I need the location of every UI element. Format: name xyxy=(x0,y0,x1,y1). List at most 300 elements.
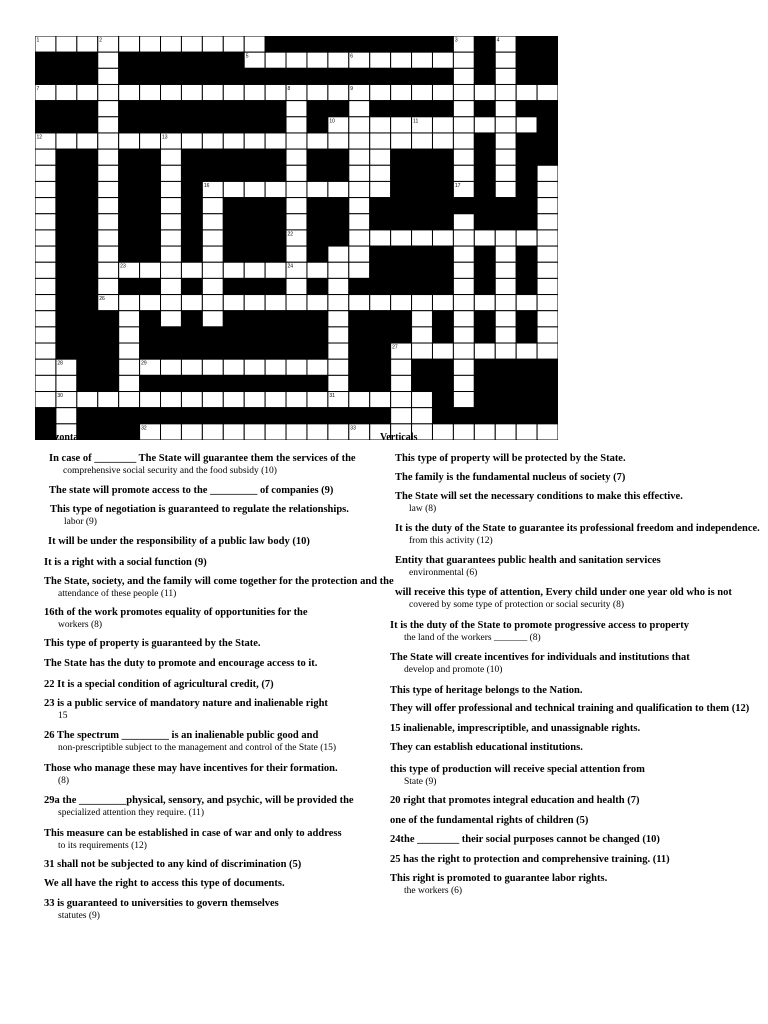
grid-cell[interactable] xyxy=(35,149,56,165)
grid-cell[interactable] xyxy=(495,278,516,294)
grid-cell[interactable] xyxy=(328,52,349,68)
grid-cell[interactable] xyxy=(328,343,349,359)
grid-cell[interactable] xyxy=(349,181,370,197)
grid-cell[interactable] xyxy=(161,36,182,52)
grid-cell[interactable] xyxy=(98,262,119,278)
grid-cell[interactable] xyxy=(453,359,474,375)
grid-cell[interactable] xyxy=(495,327,516,343)
grid-cell[interactable] xyxy=(328,133,349,149)
grid-cell[interactable] xyxy=(286,295,307,311)
grid-cell[interactable] xyxy=(286,117,307,133)
grid-cell[interactable] xyxy=(35,278,56,294)
grid-cell[interactable] xyxy=(495,424,516,440)
grid-cell[interactable] xyxy=(432,424,453,440)
grid-cell[interactable] xyxy=(453,84,474,100)
grid-cell[interactable] xyxy=(516,84,537,100)
grid-cell[interactable] xyxy=(453,101,474,117)
grid-block xyxy=(98,343,119,359)
grid-cell[interactable] xyxy=(432,117,453,133)
grid-block xyxy=(516,311,537,327)
clue-item xyxy=(50,504,349,528)
grid-cell[interactable] xyxy=(537,262,558,278)
grid-cell[interactable] xyxy=(432,52,453,68)
clue-continuation: to its requirements (12) xyxy=(58,841,147,851)
grid-block xyxy=(412,101,433,117)
grid-cell[interactable] xyxy=(474,230,495,246)
grid-block xyxy=(391,327,412,343)
grid-cell[interactable] xyxy=(349,117,370,133)
grid-cell[interactable] xyxy=(453,392,474,408)
grid-cell[interactable] xyxy=(98,117,119,133)
grid-cell[interactable] xyxy=(349,214,370,230)
grid-cell[interactable] xyxy=(495,343,516,359)
grid-cell[interactable] xyxy=(286,101,307,117)
grid-cell[interactable] xyxy=(77,84,98,100)
grid-cell[interactable] xyxy=(35,165,56,181)
grid-cell[interactable] xyxy=(265,424,286,440)
grid-cell[interactable] xyxy=(98,198,119,214)
grid-cell[interactable] xyxy=(391,359,412,375)
grid-cell[interactable] xyxy=(181,392,202,408)
grid-cell[interactable] xyxy=(140,133,161,149)
grid-cell[interactable] xyxy=(202,295,223,311)
grid-cell[interactable] xyxy=(453,375,474,391)
grid-cell[interactable] xyxy=(119,343,140,359)
grid-cell[interactable] xyxy=(328,327,349,343)
grid-cell[interactable] xyxy=(140,295,161,311)
grid-cell[interactable] xyxy=(516,117,537,133)
grid-cell[interactable] xyxy=(370,295,391,311)
grid-cell[interactable] xyxy=(453,52,474,68)
grid-cell[interactable] xyxy=(223,181,244,197)
grid-cell[interactable] xyxy=(161,311,182,327)
grid-cell[interactable] xyxy=(223,295,244,311)
grid-cell[interactable] xyxy=(432,133,453,149)
grid-cell[interactable] xyxy=(202,278,223,294)
grid-cell[interactable] xyxy=(432,343,453,359)
grid-cell[interactable] xyxy=(98,52,119,68)
grid-cell[interactable] xyxy=(370,181,391,197)
grid-cell[interactable] xyxy=(516,343,537,359)
grid-cell[interactable] xyxy=(328,246,349,262)
grid-cell[interactable] xyxy=(244,359,265,375)
grid-cell[interactable] xyxy=(35,375,56,391)
grid-block xyxy=(161,408,182,424)
grid-cell[interactable] xyxy=(453,230,474,246)
grid-cell[interactable] xyxy=(286,359,307,375)
grid-cell[interactable] xyxy=(35,262,56,278)
grid-cell[interactable] xyxy=(244,392,265,408)
grid-cell[interactable] xyxy=(307,262,328,278)
grid-cell[interactable] xyxy=(161,424,182,440)
grid-cell[interactable] xyxy=(537,327,558,343)
grid-cell[interactable] xyxy=(35,392,56,408)
grid-cell[interactable] xyxy=(161,181,182,197)
grid-cell[interactable] xyxy=(265,52,286,68)
grid-cell[interactable] xyxy=(516,424,537,440)
grid-cell[interactable] xyxy=(223,392,244,408)
grid-cell[interactable] xyxy=(223,133,244,149)
grid-cell[interactable] xyxy=(202,262,223,278)
grid-cell[interactable] xyxy=(56,408,77,424)
grid-cell[interactable] xyxy=(453,311,474,327)
clue-text: It is the duty of the State to promote progressive access to property xyxy=(390,620,690,631)
grid-cell[interactable] xyxy=(453,327,474,343)
grid-cell[interactable] xyxy=(119,359,140,375)
grid-cell[interactable] xyxy=(98,68,119,84)
grid-cell[interactable] xyxy=(181,424,202,440)
grid-cell[interactable] xyxy=(35,246,56,262)
grid-cell[interactable] xyxy=(140,36,161,52)
grid-cell[interactable] xyxy=(307,52,328,68)
grid-cell[interactable] xyxy=(202,214,223,230)
grid-cell[interactable] xyxy=(412,295,433,311)
grid-cell[interactable] xyxy=(119,311,140,327)
grid-cell[interactable] xyxy=(181,295,202,311)
grid-cell[interactable] xyxy=(202,311,223,327)
grid-cell[interactable] xyxy=(537,230,558,246)
grid-cell[interactable] xyxy=(202,198,223,214)
grid-cell[interactable] xyxy=(223,359,244,375)
grid-cell[interactable] xyxy=(286,149,307,165)
grid-cell[interactable] xyxy=(349,392,370,408)
grid-cell[interactable] xyxy=(161,198,182,214)
grid-cell[interactable] xyxy=(286,52,307,68)
grid-cell[interactable] xyxy=(412,84,433,100)
grid-block xyxy=(265,327,286,343)
grid-cell[interactable] xyxy=(412,230,433,246)
grid-cell[interactable] xyxy=(370,230,391,246)
grid-cell[interactable] xyxy=(77,392,98,408)
grid-cell[interactable] xyxy=(453,133,474,149)
grid-block xyxy=(453,198,474,214)
grid-cell[interactable] xyxy=(495,68,516,84)
grid-cell[interactable] xyxy=(495,101,516,117)
grid-cell[interactable] xyxy=(161,214,182,230)
grid-cell[interactable] xyxy=(161,359,182,375)
grid-cell[interactable] xyxy=(244,36,265,52)
grid-cell[interactable] xyxy=(328,359,349,375)
grid-cell[interactable] xyxy=(119,133,140,149)
grid-cell[interactable] xyxy=(98,101,119,117)
grid-cell[interactable] xyxy=(35,181,56,197)
grid-cell[interactable] xyxy=(453,343,474,359)
grid-cell[interactable] xyxy=(328,181,349,197)
grid-cell[interactable] xyxy=(35,295,56,311)
grid-cell[interactable] xyxy=(77,36,98,52)
grid-cell[interactable] xyxy=(349,246,370,262)
grid-cell[interactable] xyxy=(370,52,391,68)
grid-cell[interactable] xyxy=(56,375,77,391)
grid-block xyxy=(244,101,265,117)
grid-cell[interactable] xyxy=(202,36,223,52)
grid-cell[interactable] xyxy=(495,117,516,133)
grid-cell[interactable] xyxy=(119,84,140,100)
grid-cell[interactable] xyxy=(537,214,558,230)
grid-cell[interactable] xyxy=(495,246,516,262)
grid-cell[interactable] xyxy=(391,52,412,68)
grid-cell[interactable] xyxy=(161,230,182,246)
grid-cell[interactable] xyxy=(265,181,286,197)
grid-cell[interactable] xyxy=(432,295,453,311)
grid-cell[interactable] xyxy=(98,392,119,408)
grid-cell[interactable] xyxy=(119,295,140,311)
grid-cell[interactable] xyxy=(537,424,558,440)
grid-cell[interactable] xyxy=(286,424,307,440)
grid-cell[interactable] xyxy=(223,36,244,52)
grid-cell[interactable] xyxy=(453,424,474,440)
grid-cell[interactable] xyxy=(495,181,516,197)
grid-cell[interactable] xyxy=(328,311,349,327)
grid-cell[interactable] xyxy=(77,133,98,149)
grid-cell[interactable] xyxy=(391,117,412,133)
grid-cell[interactable] xyxy=(349,101,370,117)
grid-cell[interactable] xyxy=(286,133,307,149)
grid-cell[interactable] xyxy=(412,52,433,68)
grid-cell[interactable] xyxy=(265,295,286,311)
grid-cell[interactable] xyxy=(328,424,349,440)
grid-cell[interactable] xyxy=(56,36,77,52)
grid-cell[interactable] xyxy=(495,84,516,100)
grid-cell[interactable] xyxy=(537,246,558,262)
grid-cell[interactable] xyxy=(140,84,161,100)
grid-cell[interactable] xyxy=(349,262,370,278)
grid-cell[interactable] xyxy=(349,165,370,181)
grid-cell[interactable] xyxy=(537,311,558,327)
grid-cell[interactable] xyxy=(98,181,119,197)
grid-cell[interactable] xyxy=(391,392,412,408)
grid-cell[interactable] xyxy=(223,84,244,100)
grid-cell[interactable] xyxy=(412,343,433,359)
grid-cell[interactable] xyxy=(474,424,495,440)
grid-cell[interactable] xyxy=(35,198,56,214)
grid-cell[interactable] xyxy=(161,246,182,262)
grid-cell[interactable] xyxy=(495,52,516,68)
grid-cell[interactable] xyxy=(349,133,370,149)
grid-cell[interactable] xyxy=(453,246,474,262)
grid-cell[interactable] xyxy=(307,392,328,408)
grid-cell[interactable] xyxy=(244,133,265,149)
grid-cell[interactable] xyxy=(98,84,119,100)
grid-cell[interactable] xyxy=(35,214,56,230)
grid-cell[interactable] xyxy=(412,327,433,343)
grid-cell[interactable] xyxy=(56,84,77,100)
clue-text: 25 has the right to protection and comprehensive training. (11) xyxy=(390,854,670,865)
grid-cell[interactable] xyxy=(140,262,161,278)
grid-cell[interactable] xyxy=(286,246,307,262)
grid-block xyxy=(119,246,140,262)
grid-cell[interactable] xyxy=(349,198,370,214)
grid-cell[interactable] xyxy=(453,165,474,181)
grid-cell[interactable] xyxy=(432,84,453,100)
grid-cell[interactable] xyxy=(202,230,223,246)
grid-cell[interactable] xyxy=(286,392,307,408)
grid-cell[interactable] xyxy=(202,392,223,408)
grid-cell[interactable] xyxy=(35,327,56,343)
grid-cell[interactable] xyxy=(98,230,119,246)
grid-cell[interactable] xyxy=(495,133,516,149)
grid-cell[interactable] xyxy=(265,359,286,375)
grid-cell[interactable] xyxy=(265,84,286,100)
grid-cell[interactable] xyxy=(307,424,328,440)
grid-cell[interactable] xyxy=(370,117,391,133)
grid-cell[interactable] xyxy=(35,359,56,375)
grid-cell[interactable] xyxy=(307,84,328,100)
grid-cell[interactable] xyxy=(412,392,433,408)
grid-cell[interactable] xyxy=(412,311,433,327)
grid-cell[interactable] xyxy=(412,133,433,149)
grid-cell[interactable] xyxy=(265,392,286,408)
grid-cell[interactable] xyxy=(161,392,182,408)
grid-cell[interactable] xyxy=(244,424,265,440)
grid-cell[interactable] xyxy=(98,149,119,165)
grid-cell[interactable] xyxy=(307,133,328,149)
grid-cell[interactable] xyxy=(119,36,140,52)
grid-cell[interactable] xyxy=(244,181,265,197)
grid-cell[interactable] xyxy=(474,295,495,311)
grid-cell[interactable] xyxy=(161,278,182,294)
grid-cell[interactable] xyxy=(181,84,202,100)
grid-cell[interactable] xyxy=(370,392,391,408)
cell-number: 11 xyxy=(413,118,419,125)
grid-cell[interactable] xyxy=(495,165,516,181)
grid-cell[interactable] xyxy=(537,165,558,181)
grid-cell[interactable] xyxy=(161,84,182,100)
grid-cell[interactable] xyxy=(537,181,558,197)
grid-block xyxy=(474,133,495,149)
grid-block xyxy=(516,101,537,117)
grid-cell[interactable] xyxy=(349,230,370,246)
grid-block xyxy=(223,68,244,84)
grid-cell[interactable] xyxy=(286,214,307,230)
grid-cell[interactable] xyxy=(286,198,307,214)
grid-cell[interactable] xyxy=(161,295,182,311)
grid-cell[interactable] xyxy=(181,36,202,52)
grid-cell[interactable] xyxy=(181,133,202,149)
grid-cell[interactable] xyxy=(98,165,119,181)
grid-cell[interactable] xyxy=(328,262,349,278)
grid-cell[interactable] xyxy=(307,359,328,375)
grid-block xyxy=(223,311,244,327)
clue-continuation: environmental (6) xyxy=(409,568,478,578)
grid-cell[interactable] xyxy=(391,375,412,391)
grid-cell[interactable] xyxy=(537,84,558,100)
grid-cell[interactable] xyxy=(161,149,182,165)
grid-cell[interactable] xyxy=(307,181,328,197)
grid-cell[interactable] xyxy=(391,295,412,311)
grid-cell[interactable] xyxy=(328,84,349,100)
grid-cell[interactable] xyxy=(349,149,370,165)
grid-cell[interactable] xyxy=(495,311,516,327)
grid-cell[interactable] xyxy=(537,278,558,294)
grid-cell[interactable] xyxy=(412,408,433,424)
grid-cell[interactable] xyxy=(453,149,474,165)
grid-block xyxy=(307,117,328,133)
grid-cell[interactable] xyxy=(537,343,558,359)
grid-cell[interactable] xyxy=(307,295,328,311)
grid-cell[interactable] xyxy=(161,262,182,278)
grid-cell[interactable] xyxy=(391,133,412,149)
grid-cell[interactable] xyxy=(453,278,474,294)
grid-cell[interactable] xyxy=(202,424,223,440)
grid-cell[interactable] xyxy=(140,392,161,408)
grid-cell[interactable] xyxy=(474,343,495,359)
grid-cell[interactable] xyxy=(453,295,474,311)
grid-cell[interactable] xyxy=(265,262,286,278)
grid-cell[interactable] xyxy=(453,214,474,230)
grid-cell[interactable] xyxy=(265,133,286,149)
grid-cell[interactable] xyxy=(370,149,391,165)
grid-cell[interactable] xyxy=(391,84,412,100)
grid-cell[interactable] xyxy=(223,424,244,440)
grid-cell[interactable] xyxy=(328,375,349,391)
grid-cell[interactable] xyxy=(223,262,244,278)
grid-cell[interactable] xyxy=(202,359,223,375)
grid-cell[interactable] xyxy=(453,68,474,84)
grid-cell[interactable] xyxy=(244,84,265,100)
grid-cell[interactable] xyxy=(516,230,537,246)
grid-cell[interactable] xyxy=(391,230,412,246)
grid-cell[interactable] xyxy=(35,230,56,246)
clue-continuation: covered by some type of protection or social security (8) xyxy=(409,600,624,610)
grid-cell[interactable] xyxy=(495,230,516,246)
grid-cell[interactable] xyxy=(453,262,474,278)
grid-cell[interactable] xyxy=(495,295,516,311)
grid-cell[interactable] xyxy=(119,327,140,343)
grid-cell[interactable] xyxy=(474,117,495,133)
grid-cell[interactable] xyxy=(119,375,140,391)
grid-cell[interactable] xyxy=(516,295,537,311)
grid-cell[interactable] xyxy=(35,343,56,359)
grid-cell[interactable] xyxy=(349,295,370,311)
grid-cell[interactable] xyxy=(244,295,265,311)
grid-cell[interactable] xyxy=(119,392,140,408)
grid-cell[interactable] xyxy=(495,262,516,278)
grid-cell[interactable] xyxy=(98,133,119,149)
grid-cell[interactable] xyxy=(202,246,223,262)
grid-cell[interactable] xyxy=(537,198,558,214)
grid-block xyxy=(328,68,349,84)
grid-cell[interactable] xyxy=(98,278,119,294)
grid-block xyxy=(223,375,244,391)
grid-cell[interactable] xyxy=(286,165,307,181)
grid-cell[interactable] xyxy=(432,230,453,246)
grid-cell[interactable] xyxy=(328,278,349,294)
grid-cell[interactable] xyxy=(370,165,391,181)
grid-block xyxy=(537,392,558,408)
grid-cell[interactable] xyxy=(98,246,119,262)
grid-cell[interactable] xyxy=(537,295,558,311)
grid-cell[interactable] xyxy=(98,214,119,230)
grid-cell[interactable] xyxy=(161,165,182,181)
grid-cell[interactable] xyxy=(286,181,307,197)
grid-cell[interactable] xyxy=(391,408,412,424)
grid-cell[interactable] xyxy=(453,117,474,133)
grid-cell[interactable] xyxy=(181,262,202,278)
grid-cell[interactable] xyxy=(35,311,56,327)
grid-cell[interactable] xyxy=(370,133,391,149)
grid-cell[interactable] xyxy=(495,149,516,165)
grid-cell[interactable] xyxy=(56,133,77,149)
grid-cell[interactable] xyxy=(474,84,495,100)
grid-cell[interactable] xyxy=(202,84,223,100)
grid-cell[interactable] xyxy=(244,262,265,278)
grid-cell[interactable] xyxy=(328,295,349,311)
grid-cell[interactable] xyxy=(286,278,307,294)
grid-cell[interactable] xyxy=(370,84,391,100)
grid-cell[interactable] xyxy=(202,133,223,149)
grid-cell[interactable] xyxy=(181,359,202,375)
